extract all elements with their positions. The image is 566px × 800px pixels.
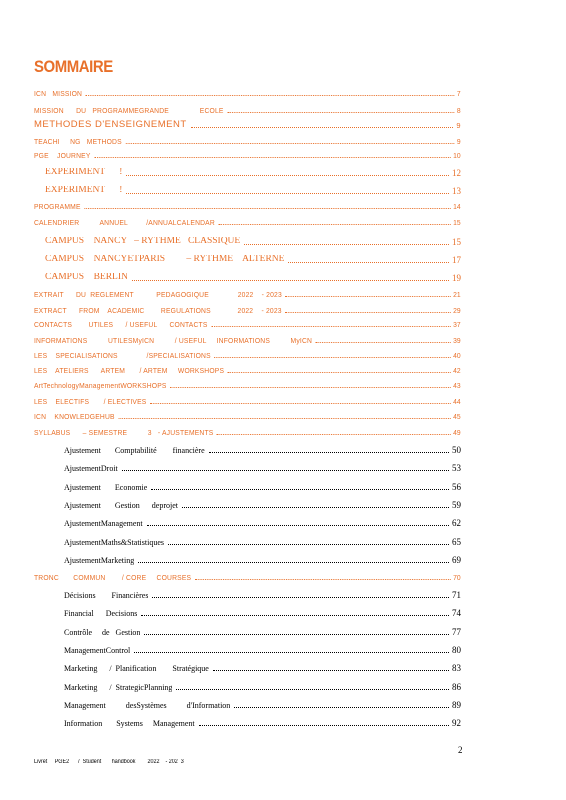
toc-entry[interactable]: [34, 203, 461, 211]
toc-subentry[interactable]: [64, 609, 461, 618]
toc-entry[interactable]: [34, 413, 461, 421]
toc-entry-page: 44: [453, 397, 461, 406]
toc-entry-label: INFORMATIONS UTILESMyICN / USEFUL INFORMATIONS MyICN: [34, 337, 313, 345]
dot-leader: [195, 579, 451, 580]
toc-entry-label: PROGRAMME: [34, 203, 81, 211]
dot-leader: [138, 562, 449, 563]
dot-leader: [94, 157, 450, 158]
dot-leader: [244, 244, 449, 245]
toc-subentry[interactable]: [64, 591, 461, 600]
dot-leader: [285, 296, 450, 297]
toc-entry-page: 9: [456, 121, 461, 130]
dot-leader: [214, 357, 450, 358]
toc-entry-label: Information Systems Management: [64, 720, 195, 728]
toc-entry-page: 8: [456, 106, 461, 115]
dot-leader: [191, 127, 454, 128]
page-footer: Livret PGE2 / Student handbook 2022 - 202 3: [34, 759, 184, 765]
toc-entry-page: 83: [452, 663, 461, 673]
toc-subentry[interactable]: [64, 683, 461, 692]
toc-entry-label: Ajustement Economie: [64, 484, 148, 492]
toc-entry-label: Contrôle de Gestion: [64, 629, 141, 637]
toc-entry[interactable]: [34, 107, 461, 115]
toc-entry-label: EXTRAIT DU REGLEMENT PEDAGOGIQUE 2022 - 2023: [34, 291, 282, 299]
toc-entry-label: ArtTechnologyManagementWORKSHOPS: [34, 382, 167, 390]
toc-entry-page: 15: [452, 236, 461, 247]
page-number: 2: [458, 745, 463, 755]
toc-entry-page: 37: [453, 320, 461, 329]
dot-leader: [84, 208, 450, 209]
toc-subentry[interactable]: [64, 701, 461, 710]
toc-entry[interactable]: [45, 168, 461, 178]
toc-subentry[interactable]: [64, 501, 461, 510]
toc-entry-page: 59: [452, 500, 461, 510]
toc-entry-page: 12: [452, 167, 461, 178]
toc-entry-page: 89: [452, 700, 461, 710]
dot-leader: [213, 670, 449, 671]
dot-leader: [217, 434, 450, 435]
dot-leader: [118, 418, 450, 419]
dot-leader: [125, 143, 454, 144]
toc-entry-page: 74: [452, 608, 461, 618]
toc-entry-page: 86: [452, 682, 461, 692]
toc-entry-page: 50: [452, 445, 461, 455]
toc-subentry[interactable]: [64, 646, 461, 655]
toc-entry[interactable]: [34, 307, 461, 315]
toc-entry[interactable]: [45, 255, 461, 265]
toc-entry-label: CAMPUS NANCY – RYTHME CLASSIQUE: [45, 237, 241, 246]
toc-subentry[interactable]: [64, 519, 461, 528]
dot-leader: [150, 403, 450, 404]
toc-entry-page: 69: [452, 555, 461, 565]
toc-entry-page: 77: [452, 627, 461, 637]
toc-entry-page: 39: [453, 336, 461, 345]
dot-leader: [168, 544, 449, 545]
toc-entry[interactable]: [34, 352, 461, 360]
toc-entry[interactable]: [45, 237, 461, 247]
toc-subentry[interactable]: [64, 538, 461, 547]
toc-entry-label: METHODES D'ENSEIGNEMENT: [34, 120, 187, 130]
toc-entry-label: EXTRACT FROM ACADEMIC REGULATIONS 2022 - 2023: [34, 307, 282, 315]
toc-entry-label: CAMPUS BERLIN: [45, 273, 128, 282]
toc-entry-label: CAMPUS NANCYETPARIS – RYTHME ALTERNE: [45, 255, 285, 264]
toc-subentry[interactable]: [64, 483, 461, 492]
toc-entry[interactable]: [34, 574, 461, 582]
toc-entry-label: CONTACTS UTILES / USEFUL CONTACTS: [34, 321, 208, 329]
toc-entry-label: LES ELECTIFS / ELECTIVES: [34, 398, 147, 406]
toc-entry-page: 21: [453, 290, 461, 299]
toc-entry-label: CALENDRIER ANNUEL /ANNUALCALENDAR: [34, 219, 215, 227]
dot-leader: [211, 326, 450, 327]
dot-leader: [219, 224, 451, 225]
toc-entry[interactable]: [34, 138, 461, 146]
dot-leader: [316, 342, 451, 343]
toc-entry-label: TEACHI NG METHODS: [34, 138, 122, 146]
toc-entry[interactable]: [34, 367, 461, 375]
toc-entry-label: AjustementMarketing: [64, 557, 135, 565]
toc-entry[interactable]: [34, 219, 461, 227]
toc-entry-page: 92: [452, 718, 461, 728]
toc-entry-label: AjustementManagement: [64, 520, 143, 528]
toc-subentry[interactable]: [64, 464, 461, 473]
dot-leader: [126, 175, 449, 176]
dot-leader: [151, 489, 449, 490]
dot-leader: [122, 470, 449, 471]
dot-leader: [176, 689, 449, 690]
toc-entry-label: Décisions Financières: [64, 592, 149, 600]
dot-leader: [141, 615, 449, 616]
toc-entry-page: 15: [453, 218, 461, 227]
dot-leader: [147, 525, 449, 526]
toc-entry-page: 7: [456, 89, 461, 98]
dot-leader: [134, 652, 449, 653]
toc-entry-label: ICN KNOWLEDGEHUB: [34, 413, 115, 421]
toc-entry-label: PGE JOURNEY: [34, 152, 91, 160]
toc-entry[interactable]: [34, 321, 461, 329]
toc-entry[interactable]: [34, 398, 461, 406]
toc-entry-page: 80: [452, 645, 461, 655]
toc-entry-label: AjustementDroit: [64, 465, 118, 473]
toc-entry-page: 45: [453, 412, 461, 421]
toc-entry-page: 62: [452, 518, 461, 528]
toc-entry-label: SYLLABUS – SEMESTRE 3 - AJUSTEMENTS: [34, 429, 214, 437]
dot-leader: [227, 112, 454, 113]
toc-entry[interactable]: [34, 152, 461, 160]
toc-entry-label: Ajustement Gestion deprojet: [64, 502, 178, 510]
toc-entry[interactable]: [34, 90, 461, 98]
toc-entry-label: EXPERIMENT !: [45, 186, 123, 195]
toc-entry-page: 13: [452, 185, 461, 196]
toc-entry-page: 19: [452, 272, 461, 283]
toc-entry-label: ICN MISSION: [34, 90, 83, 98]
dot-leader: [170, 387, 450, 388]
dot-leader: [234, 707, 449, 708]
toc-entry[interactable]: [34, 382, 461, 390]
toc-entry-label: LES SPECIALISATIONS /SPECIALISATIONS: [34, 352, 211, 360]
dot-leader: [209, 452, 449, 453]
toc-entry-page: 14: [453, 202, 461, 211]
dot-leader: [152, 597, 449, 598]
toc-entry-label: Financial Decisions: [64, 610, 138, 618]
toc-subentry[interactable]: [64, 719, 461, 728]
toc-entry-page: 40: [453, 351, 461, 360]
toc-entry-page: 17: [452, 254, 461, 265]
toc-entry-label: EXPERIMENT !: [45, 168, 123, 177]
dot-leader: [132, 280, 449, 281]
toc-entry-page: 65: [452, 537, 461, 547]
dot-leader: [126, 193, 449, 194]
toc-entry-label: AjustementMaths&Statistiques: [64, 539, 164, 547]
toc-entry-page: 10: [453, 151, 461, 160]
dot-leader: [199, 725, 449, 726]
dot-leader: [228, 372, 451, 373]
dot-leader: [288, 262, 449, 263]
toc-entry-label: ManagementControl: [64, 647, 131, 655]
toc-entry-label: Marketing / StrategicPlanning: [64, 684, 173, 692]
dot-leader: [182, 507, 449, 508]
toc-subentry[interactable]: [64, 446, 461, 455]
toc-entry-page: 70: [453, 573, 461, 582]
toc-entry-page: 42: [453, 366, 461, 375]
toc-entry-page: 49: [453, 428, 461, 437]
page-title: SOMMAIRE: [34, 57, 113, 76]
toc-entry-page: 53: [452, 463, 461, 473]
toc-entry[interactable]: [45, 273, 461, 283]
toc-entry-label: Marketing / Planification Stratégique: [64, 665, 209, 673]
toc-entry-label: Management desSystèmes d'Information: [64, 702, 231, 710]
toc-entry-label: Ajustement Comptabilité financière: [64, 447, 205, 455]
dot-leader: [285, 312, 450, 313]
toc-entry-page: 71: [452, 590, 461, 600]
toc-entry[interactable]: [34, 429, 461, 437]
toc-entry-page: 56: [452, 482, 461, 492]
dot-leader: [86, 95, 454, 96]
toc-entry-label: TRONC COMMUN / CORE COURSES: [34, 574, 192, 582]
toc-entry-label: MISSION DU PROGRAMMEGRANDE ECOLE: [34, 107, 224, 115]
dot-leader: [144, 634, 449, 635]
toc-entry-page: 29: [453, 306, 461, 315]
toc-entry[interactable]: [34, 337, 461, 345]
toc-subentry[interactable]: [64, 664, 461, 673]
toc-entry-label: LES ATELIERS ARTEM / ARTEM WORKSHOPS: [34, 367, 225, 375]
toc-entry[interactable]: [34, 120, 461, 130]
toc-entry[interactable]: [45, 186, 461, 196]
toc-entry-page: 9: [456, 137, 461, 146]
toc-subentry[interactable]: [64, 628, 461, 637]
toc-entry-page: 43: [453, 381, 461, 390]
toc-entry[interactable]: [34, 291, 461, 299]
toc-subentry[interactable]: [64, 556, 461, 565]
